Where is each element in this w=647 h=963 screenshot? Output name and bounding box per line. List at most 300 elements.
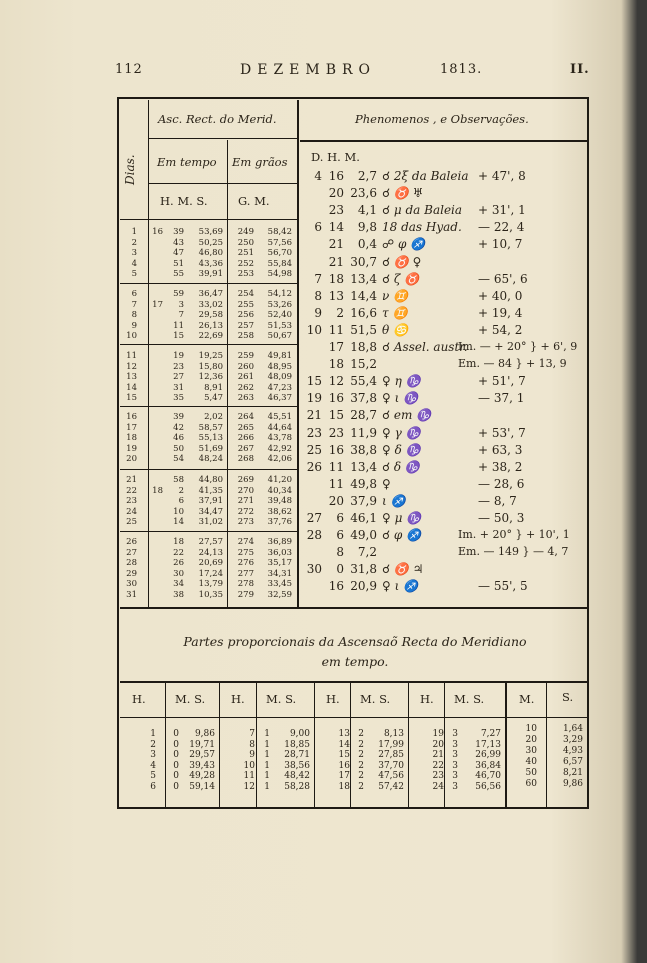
divider bbox=[546, 683, 547, 807]
phen-value: — 55', 5 bbox=[478, 579, 528, 594]
phen-hour: 6 bbox=[336, 528, 344, 543]
seconds-value: 22,69 bbox=[198, 331, 223, 342]
degree-minutes-value: 38,62 bbox=[267, 506, 292, 517]
phen-value: + 63, 3 bbox=[478, 442, 523, 457]
prop-seconds: 39,43 bbox=[189, 760, 215, 771]
degrees-value: 254 bbox=[237, 289, 254, 299]
phen-minute: 13,4 bbox=[350, 271, 377, 286]
degree-minutes-value: 54,98 bbox=[267, 269, 292, 280]
astro-symbol-icon: ☌ bbox=[382, 408, 394, 423]
divider bbox=[444, 683, 445, 807]
degree-minutes-value: 53,26 bbox=[267, 299, 292, 310]
minute-value: 26 bbox=[173, 558, 184, 569]
seconds-value: 13,79 bbox=[198, 579, 223, 590]
prop-seconds: 37,70 bbox=[378, 760, 404, 771]
degree-minutes-value: 43,78 bbox=[267, 433, 292, 444]
phen-object-label: 18 das Hyad. bbox=[382, 220, 462, 235]
seconds-value: 29,58 bbox=[198, 310, 223, 321]
minute-value: 14 bbox=[173, 517, 184, 528]
phen-day: 21 bbox=[306, 408, 322, 423]
prop-m-value: 60 bbox=[525, 779, 537, 789]
seconds-value: 33,02 bbox=[198, 299, 223, 310]
prop-m-value: 40 bbox=[525, 757, 537, 767]
prop-seconds: 9,86 bbox=[194, 729, 215, 739]
phen-value: — 28, 6 bbox=[478, 476, 525, 491]
phen-hour: 12 bbox=[328, 374, 344, 389]
prop-minute: 1 bbox=[264, 739, 270, 750]
minute-value: 30 bbox=[173, 568, 184, 579]
day-number: 8 bbox=[131, 310, 137, 321]
divider bbox=[219, 683, 220, 807]
phen-day: 30 bbox=[306, 562, 322, 577]
phen-object bbox=[382, 375, 421, 387]
phen-value: Em. — 84 } + 13, 9 bbox=[458, 357, 567, 371]
prop-header-h: H. bbox=[420, 692, 434, 706]
minute-value: 38 bbox=[173, 590, 184, 600]
seconds-value: 46,80 bbox=[198, 248, 223, 259]
day-number: 14 bbox=[126, 382, 137, 393]
prop-hour: 1 bbox=[150, 729, 156, 739]
seconds-value: 15,80 bbox=[198, 361, 223, 372]
prop-hour: 14 bbox=[338, 739, 350, 750]
astro-symbol-icon: ☍ bbox=[382, 237, 398, 252]
seconds-value: 53,69 bbox=[198, 227, 223, 237]
phen-minute: 51,5 bbox=[350, 322, 377, 337]
phen-hour: 2 bbox=[336, 305, 344, 320]
seconds-value: 2,02 bbox=[204, 412, 223, 422]
phen-object bbox=[382, 427, 421, 439]
phen-minute: 49,8 bbox=[350, 476, 377, 491]
seconds-value: 43,36 bbox=[198, 258, 223, 269]
day-number: 31 bbox=[126, 590, 137, 600]
degree-minutes-value: 56,70 bbox=[267, 248, 292, 259]
day-number: 19 bbox=[126, 443, 137, 454]
minute-value: 7 bbox=[178, 310, 184, 321]
degree-minutes-value: 57,56 bbox=[267, 237, 292, 248]
prop-header-ms: M. S. bbox=[454, 692, 485, 706]
phen-minute: 23,6 bbox=[350, 186, 377, 201]
degrees-value: 258 bbox=[237, 331, 254, 342]
day-number: 24 bbox=[126, 506, 137, 517]
phen-object-label: γ ♑ bbox=[394, 425, 421, 440]
prop-hour: 19 bbox=[432, 729, 444, 739]
phen-minute: 11,9 bbox=[350, 425, 377, 440]
prop-minute: 2 bbox=[358, 750, 364, 760]
phen-object bbox=[382, 461, 420, 473]
hour-value: 16 bbox=[152, 227, 163, 237]
prop-hour: 5 bbox=[150, 771, 156, 781]
divider bbox=[148, 138, 298, 139]
minute-value: 35 bbox=[173, 393, 184, 404]
minute-value: 3 bbox=[178, 299, 184, 310]
prop-header-ms: M. S. bbox=[360, 692, 391, 706]
phen-minute: 37,9 bbox=[350, 493, 377, 508]
phen-day: 7 bbox=[314, 271, 322, 286]
day-number: 6 bbox=[131, 289, 137, 299]
prop-minute: 3 bbox=[452, 739, 458, 750]
seconds-value: 44,80 bbox=[198, 475, 223, 485]
divider bbox=[165, 683, 166, 807]
phen-minute: 0,4 bbox=[357, 237, 377, 252]
minute-value: 51 bbox=[173, 258, 184, 269]
prop-minute: 2 bbox=[358, 781, 364, 792]
page-title: DEZEMBRO bbox=[240, 62, 377, 78]
phen-object-label: ζ ♉ bbox=[393, 271, 420, 286]
degree-minutes-value: 46,37 bbox=[267, 393, 292, 404]
phen-minute: 14,4 bbox=[350, 288, 377, 303]
prop-seconds: 46,70 bbox=[475, 771, 501, 781]
phen-minute: 2,7 bbox=[357, 169, 377, 183]
astro-symbol-icon: ☌ bbox=[382, 203, 394, 218]
minute-value: 27 bbox=[173, 372, 184, 383]
minute-value: 22 bbox=[173, 547, 184, 558]
graos-label: Em grãos bbox=[232, 155, 288, 169]
day-number: 3 bbox=[131, 248, 137, 259]
phen-value: + 31', 1 bbox=[478, 203, 526, 218]
seconds-value: 12,36 bbox=[198, 372, 223, 383]
divider bbox=[120, 283, 298, 284]
prop-minute: 3 bbox=[452, 750, 458, 760]
degrees-value: 267 bbox=[237, 443, 254, 454]
phen-object bbox=[382, 221, 462, 233]
day-number: 5 bbox=[131, 269, 137, 280]
astro-symbol-icon: ♀ bbox=[382, 391, 395, 406]
degrees-value: 250 bbox=[237, 237, 254, 248]
phen-object bbox=[382, 290, 408, 302]
phen-hour: 11 bbox=[328, 459, 344, 474]
phen-hour: 14 bbox=[328, 220, 344, 235]
minute-value: 10 bbox=[173, 506, 184, 517]
prop-s-value: 8,21 bbox=[562, 768, 583, 778]
degrees-value: 276 bbox=[237, 558, 254, 569]
phen-day: 4 bbox=[314, 169, 322, 183]
day-number: 9 bbox=[131, 320, 137, 331]
astro-symbol-icon: ☌ bbox=[382, 459, 394, 474]
prop-minute: 3 bbox=[452, 781, 458, 792]
prop-s-value: 6,57 bbox=[562, 757, 583, 767]
prop-hour: 2 bbox=[150, 739, 156, 750]
prop-minute: 2 bbox=[358, 739, 364, 750]
degrees-value: 279 bbox=[237, 590, 254, 600]
seconds-value: 17,24 bbox=[198, 568, 223, 579]
phen-hour: 16 bbox=[328, 391, 344, 406]
minute-value: 34 bbox=[173, 579, 184, 590]
phen-object bbox=[382, 495, 405, 507]
degrees-value: 260 bbox=[237, 361, 254, 372]
degree-minutes-value: 39,48 bbox=[267, 496, 292, 507]
phen-value: — 65', 6 bbox=[478, 271, 528, 286]
prop-hour: 18 bbox=[338, 781, 350, 792]
seconds-value: 48,24 bbox=[198, 454, 223, 465]
day-number: 15 bbox=[126, 393, 137, 404]
phen-object-label: φ ♐ bbox=[393, 528, 422, 543]
degree-minutes-value: 42,92 bbox=[267, 443, 292, 454]
phen-value: + 19, 4 bbox=[478, 305, 523, 320]
degree-minutes-value: 51,53 bbox=[267, 320, 292, 331]
phen-object-label: ι ♐ bbox=[382, 493, 406, 508]
phen-value: Im. + 20° } + 10', 1 bbox=[458, 528, 570, 542]
prop-seconds: 36,84 bbox=[475, 760, 501, 771]
day-number: 12 bbox=[126, 361, 137, 372]
degrees-value: 270 bbox=[237, 485, 254, 496]
minute-value: 2 bbox=[178, 485, 184, 496]
prop-minute: 0 bbox=[173, 760, 179, 771]
prop-s-value: 9,86 bbox=[562, 779, 583, 789]
day-number: 20 bbox=[126, 454, 137, 465]
minute-value: 50 bbox=[173, 443, 184, 454]
minute-value: 46 bbox=[173, 433, 184, 444]
phen-object-label: τ ♊ bbox=[382, 305, 408, 320]
proportional-title-line1: Partes proporcionais da Ascensaõ Recta do Meridiano bbox=[183, 634, 527, 649]
prop-seconds: 26,99 bbox=[475, 750, 501, 760]
phen-day: 10 bbox=[306, 322, 322, 337]
phen-hour: 23 bbox=[328, 425, 344, 440]
phen-object-label: em ♑ bbox=[393, 408, 432, 423]
phen-object bbox=[382, 563, 423, 575]
phen-hour: 16 bbox=[328, 579, 344, 594]
phen-value: + 47', 8 bbox=[478, 169, 526, 183]
phen-object bbox=[382, 409, 431, 421]
degree-minutes-value: 32,59 bbox=[267, 590, 292, 600]
degrees-value: 275 bbox=[237, 547, 254, 558]
phen-object-label: ♉ ♅ bbox=[393, 186, 424, 201]
degree-minutes-value: 42,06 bbox=[267, 454, 292, 465]
prop-seconds: 19,71 bbox=[189, 739, 215, 750]
minute-value: 42 bbox=[173, 422, 184, 433]
prop-s-value: 4,93 bbox=[562, 746, 583, 756]
astro-symbol-icon: ☌ bbox=[382, 254, 394, 269]
day-number: 23 bbox=[126, 496, 137, 507]
phen-object-label: ♀ bbox=[382, 476, 391, 491]
phen-object-label: μ ♑ bbox=[394, 511, 422, 525]
phen-minute: 38,8 bbox=[350, 442, 377, 457]
phen-value: + 10, 7 bbox=[478, 237, 523, 252]
prop-minute: 3 bbox=[452, 760, 458, 771]
phen-day: 26 bbox=[306, 459, 322, 474]
phen-object bbox=[382, 273, 419, 285]
prop-seconds: 27,85 bbox=[378, 750, 404, 760]
prop-hour: 15 bbox=[338, 750, 350, 760]
proportional-title bbox=[125, 632, 585, 672]
degrees-value: 277 bbox=[237, 568, 254, 579]
phen-object bbox=[382, 341, 468, 353]
prop-hour: 7 bbox=[249, 729, 255, 739]
prop-header-ms: M. S. bbox=[266, 692, 297, 706]
day-number: 27 bbox=[126, 547, 137, 558]
prop-m-value: 50 bbox=[525, 768, 537, 778]
phen-minute: 49,0 bbox=[350, 528, 377, 543]
phen-object bbox=[382, 256, 421, 268]
day-number: 4 bbox=[131, 258, 137, 269]
divider bbox=[120, 681, 587, 683]
day-number: 18 bbox=[126, 433, 137, 444]
degrees-value: 261 bbox=[237, 372, 254, 383]
prop-hour: 8 bbox=[249, 739, 255, 750]
seconds-value: 36,47 bbox=[198, 289, 223, 299]
phen-object-label: μ da Baleia bbox=[393, 203, 463, 218]
degree-minutes-value: 49,81 bbox=[267, 351, 292, 361]
astro-symbol-icon: ☌ bbox=[382, 340, 394, 354]
prop-hour: 21 bbox=[432, 750, 444, 760]
prop-hour: 6 bbox=[150, 781, 156, 792]
seconds-value: 10,35 bbox=[198, 590, 223, 600]
seconds-value: 51,69 bbox=[198, 443, 223, 454]
phen-object bbox=[382, 324, 408, 336]
phen-hour: 20 bbox=[328, 186, 344, 201]
minute-value: 39 bbox=[173, 227, 184, 237]
prop-seconds: 17,13 bbox=[475, 739, 501, 750]
day-number: 1 bbox=[131, 227, 137, 237]
prop-seconds: 58,28 bbox=[284, 781, 310, 792]
prop-hour: 16 bbox=[338, 760, 350, 771]
phen-value: + 40, 0 bbox=[478, 288, 523, 303]
degrees-value: 255 bbox=[237, 299, 254, 310]
minute-value: 31 bbox=[173, 382, 184, 393]
prop-seconds: 57,42 bbox=[378, 781, 404, 792]
phen-hour: 13 bbox=[328, 288, 344, 303]
minute-value: 39 bbox=[173, 412, 184, 422]
phen-hour: 21 bbox=[328, 237, 344, 252]
phen-object bbox=[382, 187, 423, 199]
prop-hour: 9 bbox=[249, 750, 255, 760]
degrees-value: 273 bbox=[237, 517, 254, 528]
phen-object bbox=[382, 238, 425, 250]
seconds-value: 26,13 bbox=[198, 320, 223, 331]
phen-minute: 37,8 bbox=[350, 391, 377, 406]
phen-object-label: δ ♑ bbox=[394, 442, 421, 457]
phen-hour: 21 bbox=[328, 254, 344, 269]
phen-minute: 15,2 bbox=[350, 357, 377, 372]
prop-hour: 11 bbox=[243, 771, 255, 781]
seconds-value: 24,13 bbox=[198, 547, 223, 558]
degrees-value: 274 bbox=[237, 537, 254, 547]
astro-symbol-icon: ☌ bbox=[382, 271, 394, 286]
divider bbox=[256, 683, 257, 807]
degree-minutes-value: 47,23 bbox=[267, 382, 292, 393]
phen-minute: 28,7 bbox=[350, 408, 377, 423]
divider bbox=[120, 717, 587, 718]
degrees-value: 251 bbox=[237, 248, 254, 259]
phen-minute: 20,9 bbox=[350, 579, 377, 594]
divider bbox=[408, 683, 409, 807]
prop-hour: 22 bbox=[432, 760, 444, 771]
phen-object-label: δ ♑ bbox=[393, 459, 420, 474]
phen-value: + 53', 7 bbox=[478, 425, 526, 440]
degrees-value: 253 bbox=[237, 269, 254, 280]
prop-hour: 23 bbox=[432, 771, 444, 781]
phen-hour: 15 bbox=[328, 408, 344, 423]
prop-seconds: 59,14 bbox=[189, 781, 215, 792]
astro-symbol-icon: ☌ bbox=[382, 169, 394, 183]
seconds-value: 39,91 bbox=[198, 269, 223, 280]
seconds-value: 55,13 bbox=[198, 433, 223, 444]
minute-value: 23 bbox=[173, 361, 184, 372]
degree-minutes-value: 48,95 bbox=[267, 361, 292, 372]
prop-header-s: S. bbox=[562, 690, 574, 704]
prop-minute: 2 bbox=[358, 729, 364, 739]
seconds-value: 34,47 bbox=[198, 506, 223, 517]
phen-object-label: 2ξ da Baleia bbox=[393, 169, 469, 183]
astro-symbol-icon: ☌ bbox=[382, 528, 394, 543]
prop-s-value: 3,29 bbox=[562, 735, 583, 745]
minute-value: 15 bbox=[173, 331, 184, 342]
astro-symbol-icon: ☌ bbox=[382, 562, 394, 577]
divider bbox=[505, 683, 507, 807]
phen-value: + 54, 2 bbox=[478, 322, 523, 337]
phen-object bbox=[382, 204, 462, 216]
phen-minute: 7,2 bbox=[357, 545, 377, 560]
phen-object-label: ν ♊ bbox=[382, 288, 409, 303]
signature-mark: II. bbox=[570, 62, 590, 77]
prop-header-ms: M. S. bbox=[175, 692, 206, 706]
prop-seconds: 48,42 bbox=[284, 771, 310, 781]
phen-day: 23 bbox=[306, 425, 322, 440]
proportional-title-line2: em tempo. bbox=[321, 654, 389, 669]
phen-day: 15 bbox=[306, 374, 322, 389]
minute-value: 58 bbox=[173, 475, 184, 485]
prop-header-h: H. bbox=[326, 692, 340, 706]
seconds-value: 58,57 bbox=[198, 422, 223, 433]
degrees-value: 269 bbox=[237, 475, 254, 485]
minute-value: 43 bbox=[173, 237, 184, 248]
day-number: 11 bbox=[126, 351, 137, 361]
minute-value: 6 bbox=[178, 496, 184, 507]
day-number: 2 bbox=[131, 237, 137, 248]
day-number: 26 bbox=[126, 537, 137, 547]
prop-m-value: 20 bbox=[525, 735, 537, 745]
prop-minute: 0 bbox=[173, 750, 179, 760]
prop-seconds: 56,56 bbox=[475, 781, 501, 792]
degree-minutes-value: 35,17 bbox=[267, 558, 292, 569]
phen-value: + 51', 7 bbox=[478, 374, 526, 389]
hour-value: 17 bbox=[152, 299, 163, 310]
phen-hour: 6 bbox=[336, 511, 344, 525]
prop-seconds: 28,71 bbox=[284, 750, 310, 760]
astro-symbol-icon: ☌ bbox=[382, 186, 394, 201]
degree-minutes-value: 48,09 bbox=[267, 372, 292, 383]
phen-hour: 23 bbox=[328, 203, 344, 218]
phen-object-label: φ ♐ bbox=[397, 237, 426, 252]
phen-minute: 18,8 bbox=[350, 340, 377, 354]
phen-hour: 16 bbox=[328, 169, 344, 183]
divider bbox=[148, 183, 298, 184]
prop-minute: 0 bbox=[173, 781, 179, 792]
prop-seconds: 8,13 bbox=[383, 729, 404, 739]
phen-hour: 0 bbox=[336, 562, 344, 577]
degree-minutes-value: 58,42 bbox=[267, 227, 292, 237]
phen-minute: 13,4 bbox=[350, 459, 377, 474]
phen-day: 28 bbox=[306, 528, 322, 543]
phen-hour: 11 bbox=[328, 476, 344, 491]
phen-object-label: ι ♐ bbox=[394, 579, 419, 594]
phen-minute: 4,1 bbox=[357, 203, 377, 218]
page-number: 112 bbox=[115, 62, 143, 77]
degrees-value: 264 bbox=[237, 412, 254, 422]
day-number: 30 bbox=[126, 579, 137, 590]
phen-object-label: ♉ ♃ bbox=[393, 562, 424, 577]
page-year: 1813. bbox=[440, 62, 483, 77]
phen-object-label: ♉ ♀ bbox=[393, 254, 422, 269]
phen-hour: 11 bbox=[328, 322, 344, 337]
day-number: 7 bbox=[131, 299, 137, 310]
prop-hour: 13 bbox=[338, 729, 350, 739]
graos-cols: G. M. bbox=[238, 194, 270, 208]
phen-value: Im. — + 20° } + 6', 9 bbox=[458, 340, 578, 353]
prop-minute: 1 bbox=[264, 750, 270, 760]
day-number: 10 bbox=[126, 331, 137, 342]
asc-rect-title: Asc. Rect. do Merid. bbox=[158, 112, 277, 126]
degrees-value: 252 bbox=[237, 258, 254, 269]
